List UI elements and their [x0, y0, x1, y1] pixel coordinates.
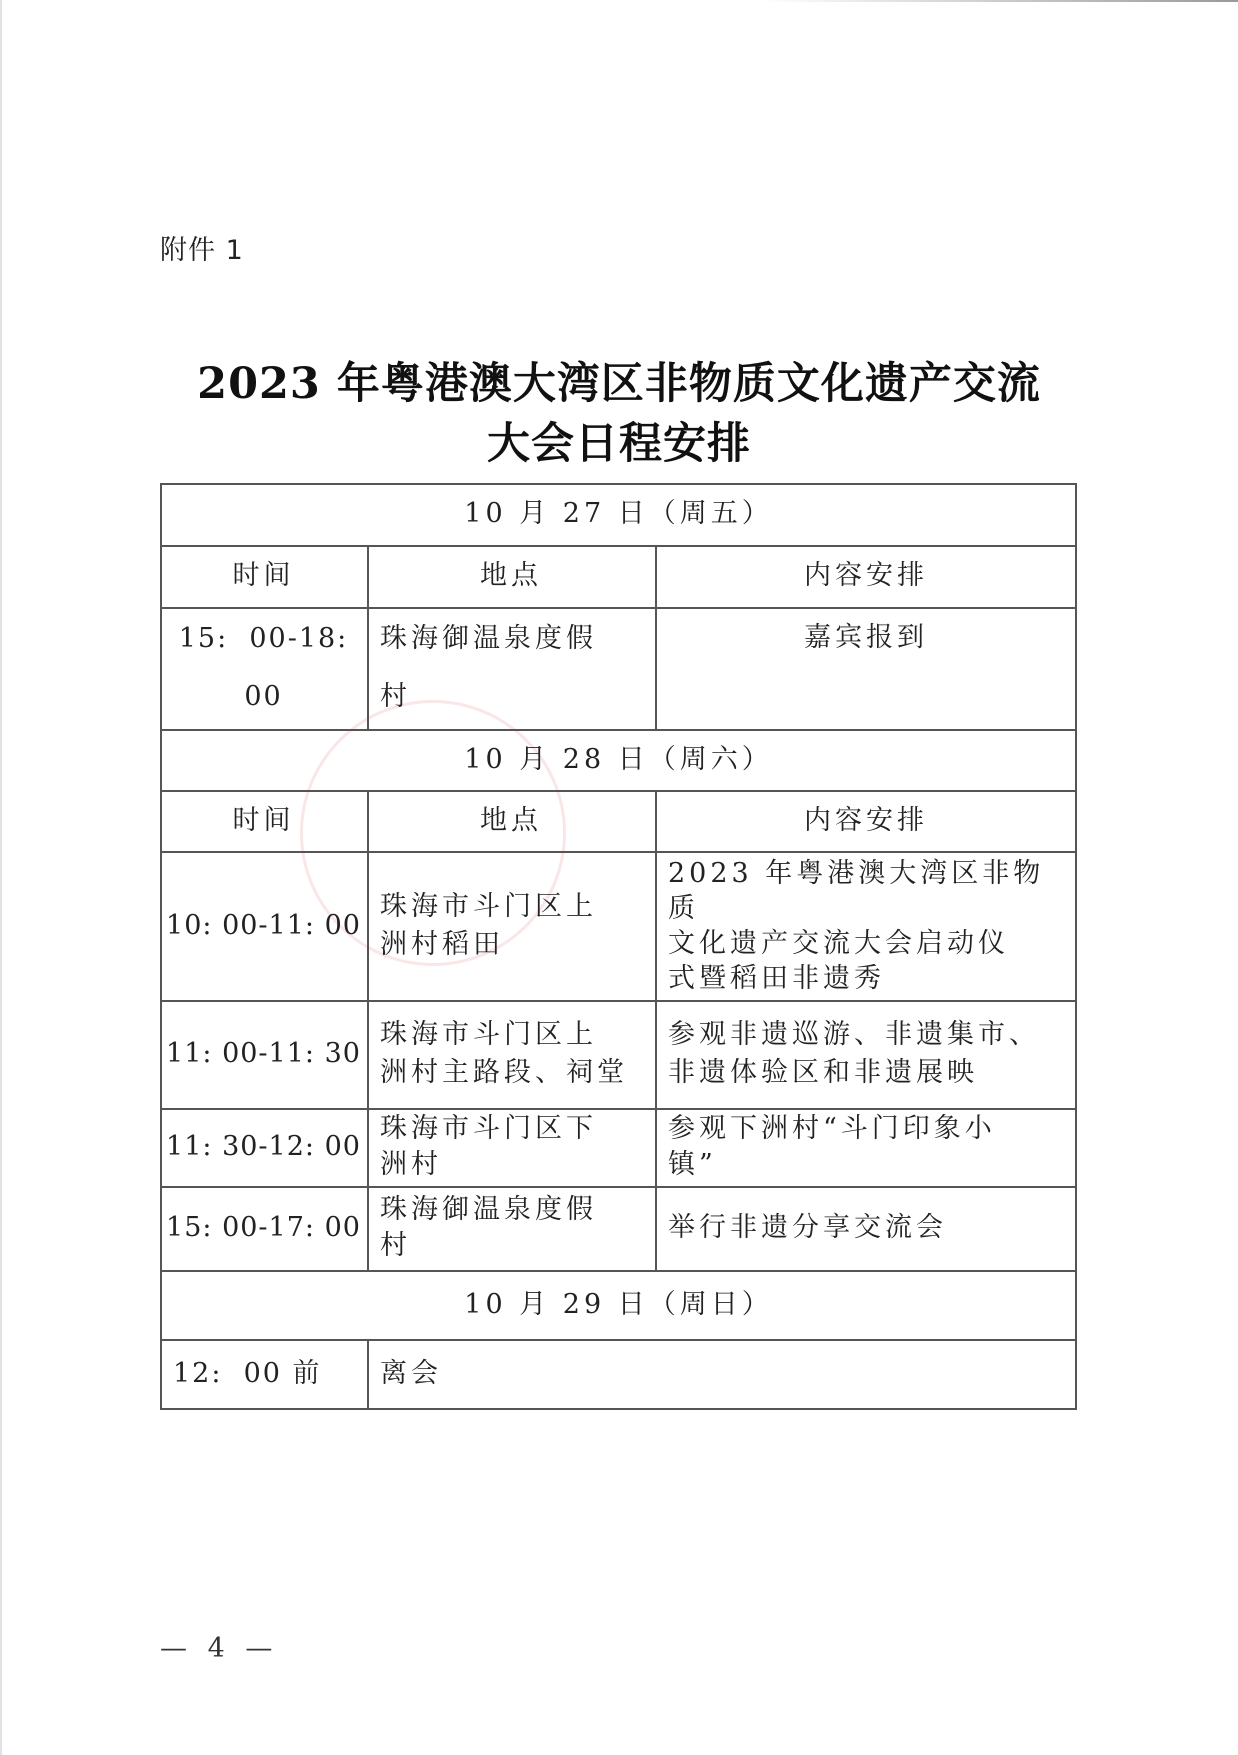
content-text: 式暨稻田非遗秀 — [668, 962, 885, 994]
content-text: 参观非遗巡游、非遗集市、 — [668, 1019, 1040, 1050]
header-label: 内容安排 — [804, 560, 928, 591]
content-cell — [655, 1108, 1077, 1186]
time-text: 10: 00-11: 00 — [166, 909, 361, 941]
place-text: 珠海市斗门区下 — [380, 1113, 597, 1144]
time-text: 11: 00-11: 30 — [166, 1038, 361, 1069]
document-title-line2: 大会日程安排 — [487, 419, 751, 469]
time-cell — [160, 1186, 367, 1270]
content-cell — [655, 1000, 1077, 1108]
place-cell — [367, 1339, 1077, 1408]
header-label: 地点 — [480, 560, 542, 591]
place-text: 珠海市斗门区上 — [380, 1019, 597, 1050]
place-text: 珠海市斗门区上 — [380, 890, 597, 922]
column-header-time — [160, 545, 367, 607]
attachment-label: 附件 1 — [160, 235, 244, 266]
column-header-place — [367, 545, 655, 607]
place-text: 洲村稻田 — [380, 928, 504, 960]
time-text: 15: 00-18: — [178, 623, 349, 654]
place-text: 村 — [380, 1230, 411, 1261]
place-text: 珠海御温泉度假 — [380, 1194, 597, 1225]
page-number: — 4 — — [160, 1633, 279, 1664]
place-cell — [367, 1108, 655, 1186]
place-cell — [367, 1000, 655, 1108]
time-text: 11: 30-12: 00 — [166, 1131, 361, 1162]
place-text: 洲村主路段、祠堂 — [380, 1057, 628, 1088]
content-text: 镇” — [668, 1149, 717, 1180]
header-label: 时间 — [232, 804, 295, 836]
place-cell — [367, 851, 655, 1000]
scan-edge — [0, 0, 2, 1755]
time-text: 12: 00 前 — [173, 1357, 322, 1389]
header-label: 地点 — [480, 804, 542, 836]
column-header-place — [367, 790, 655, 851]
content-text: 非遗体验区和非遗展映 — [668, 1057, 978, 1088]
time-cell — [160, 1339, 367, 1408]
time-text: 15: 00-17: 00 — [166, 1212, 361, 1243]
content-cell — [655, 619, 1077, 729]
time-cell — [160, 607, 367, 729]
content-text: 举行非遗分享交流会 — [668, 1212, 947, 1243]
day-date: 10 月 28 日（周六） — [464, 743, 773, 775]
day-header — [160, 1270, 1077, 1339]
time-cell — [160, 851, 367, 1000]
content-text: 质 — [668, 892, 699, 924]
content-text: 文化遗产交流大会启动仪 — [668, 927, 1009, 959]
content-text: 嘉宾报到 — [804, 622, 928, 653]
day-date: 10 月 29 日（周日） — [464, 1288, 773, 1320]
time-cell — [160, 1108, 367, 1186]
header-label: 内容安排 — [804, 804, 928, 836]
day-date: 10 月 27 日（周五） — [464, 498, 773, 529]
column-header-content — [655, 545, 1077, 607]
day-header — [160, 729, 1077, 790]
document-title-line1: 2023 年粤港澳大湾区非物质文化遗产交流 — [197, 359, 1041, 409]
column-header-time — [160, 790, 367, 851]
scan-edge — [760, 0, 1238, 2]
content-cell — [655, 851, 1077, 1000]
content-cell — [655, 1186, 1077, 1270]
place-text: 洲村 — [380, 1149, 442, 1180]
content-text: 参观下洲村“斗门印象小 — [668, 1113, 996, 1144]
time-text: 00 — [244, 681, 283, 712]
place-text: 离会 — [380, 1357, 442, 1389]
column-header-content — [655, 790, 1077, 851]
day-header — [160, 483, 1077, 545]
header-label: 时间 — [232, 560, 295, 591]
content-text: 2023 年粤港澳大湾区非物 — [668, 857, 1045, 889]
place-cell — [367, 607, 655, 729]
time-cell — [160, 1000, 367, 1108]
place-text: 村 — [380, 681, 411, 712]
schedule-table — [160, 483, 1077, 1410]
place-text: 珠海御温泉度假 — [380, 623, 597, 654]
place-cell — [367, 1186, 655, 1270]
